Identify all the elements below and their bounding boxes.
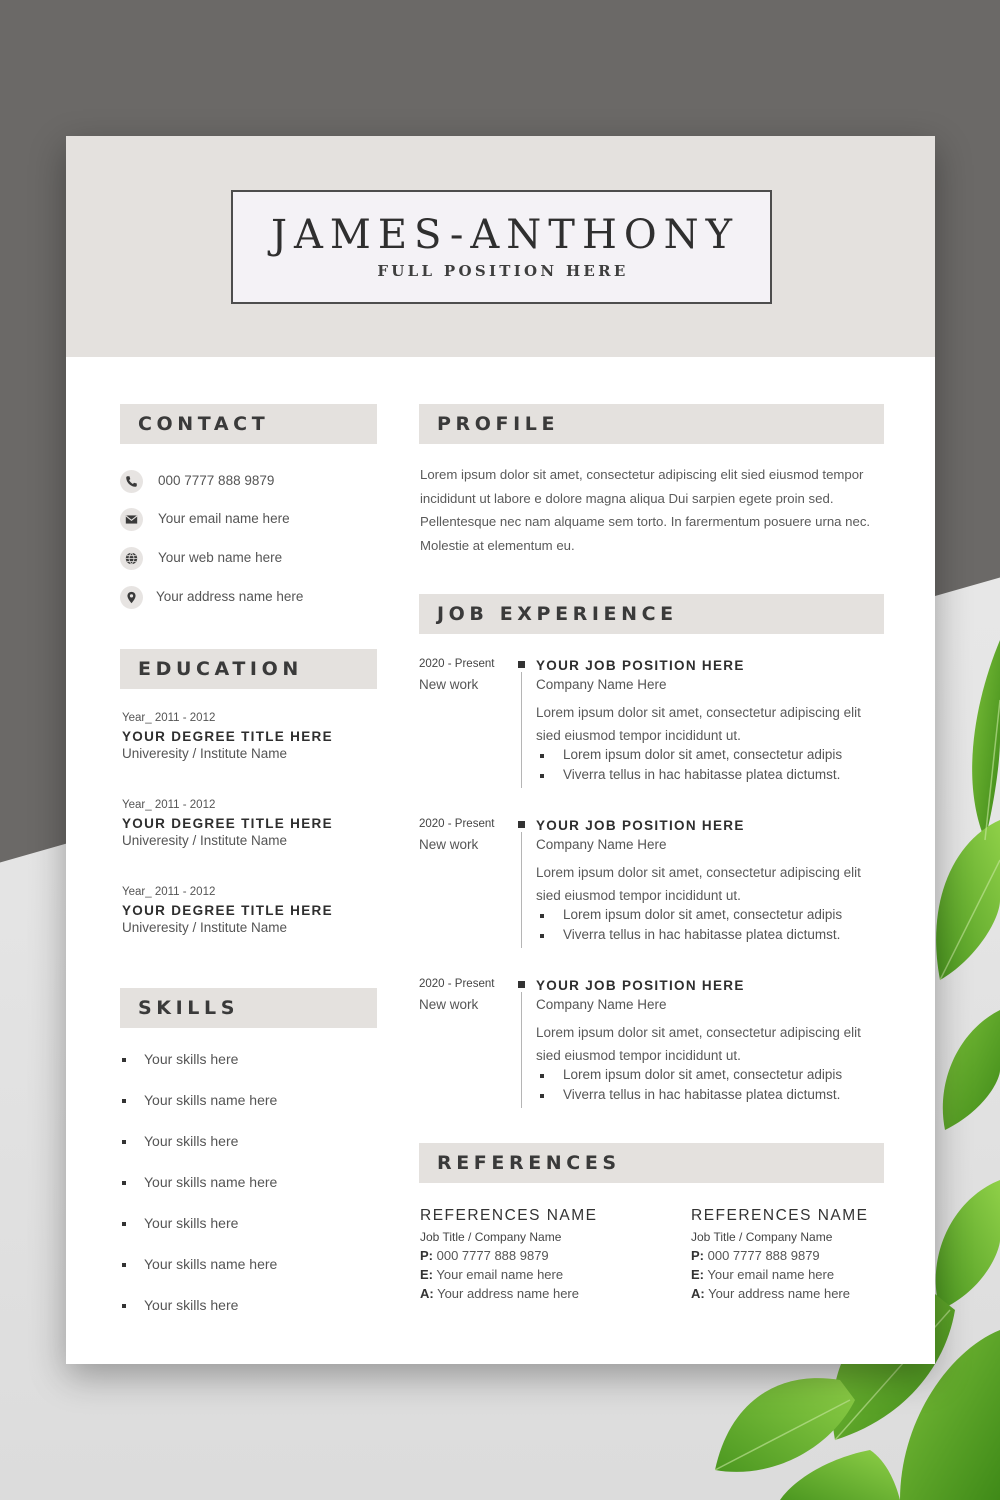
email-value: Your email name here <box>433 1267 564 1282</box>
skill-text: Your skills name here <box>144 1092 278 1108</box>
leaf-shape <box>715 1378 855 1472</box>
bullet <box>540 1074 544 1078</box>
globe-icon <box>120 547 143 570</box>
reference-phone <box>420 1248 620 1263</box>
profile-heading-bar <box>419 404 884 444</box>
education-heading: EDUCATION <box>138 658 303 680</box>
education-degree: YOUR DEGREE TITLE HERE <box>122 816 333 831</box>
job-description: Lorem ipsum dolor sit amet, consectetur adipiscing elit sied eiusmod tempor incididunt ut. <box>536 1025 861 1063</box>
address-value: Your address name here <box>704 1286 850 1301</box>
education-year: Year_ 2011 - 2012 <box>122 712 216 724</box>
bullet <box>122 1140 126 1144</box>
skill-item <box>120 1092 370 1110</box>
reference-name: REFERENCES NAME <box>420 1207 598 1224</box>
email-label: E: <box>420 1267 433 1282</box>
reference-job: Job Title / Company Name <box>420 1230 562 1244</box>
contact-text: Your email name here <box>158 511 290 526</box>
skill-text: Your skills here <box>144 1133 239 1149</box>
skill-item <box>120 1174 370 1192</box>
reference-email <box>691 1267 891 1282</box>
skill-text: Your skills here <box>144 1297 239 1313</box>
phone-value: 000 7777 888 9879 <box>704 1248 820 1263</box>
timeline-marker <box>518 981 525 988</box>
skill-text: Your skills here <box>144 1215 239 1231</box>
job-title: YOUR JOB POSITION HERE <box>536 978 745 993</box>
skill-text: Your skills name here <box>144 1174 278 1190</box>
address-label: A: <box>691 1286 705 1301</box>
timeline-line <box>521 832 522 948</box>
job-bullet <box>536 907 891 927</box>
contact-web <box>120 547 360 571</box>
education-item <box>122 712 382 761</box>
timeline-line <box>521 672 522 788</box>
location-pin-icon <box>120 586 143 609</box>
name-box <box>231 190 772 304</box>
bullet <box>540 774 544 778</box>
bullet <box>122 1058 126 1062</box>
skill-item <box>120 1215 370 1233</box>
job-company: Company Name Here <box>536 997 667 1012</box>
job-entry <box>419 658 889 788</box>
skill-text: Your skills name here <box>144 1256 278 1272</box>
job-bullet <box>536 747 891 767</box>
bullet <box>122 1304 126 1308</box>
education-item <box>122 799 382 848</box>
job-bullet <box>536 927 891 947</box>
skill-item <box>120 1256 370 1274</box>
timeline-line <box>521 992 522 1108</box>
skill-text: Your skills here <box>144 1051 239 1067</box>
bullet <box>122 1181 126 1185</box>
skill-item <box>120 1297 370 1315</box>
profile-heading: PROFILE <box>437 413 560 435</box>
contact-text: Your web name here <box>158 550 283 565</box>
references-heading: REFERENCES <box>437 1152 621 1174</box>
timeline-marker <box>518 661 525 668</box>
phone-label: P: <box>691 1248 704 1263</box>
contact-text: Your address name here <box>156 589 304 604</box>
education-degree: YOUR DEGREE TITLE HERE <box>122 903 333 918</box>
phone-label: P: <box>420 1248 433 1263</box>
job-title: YOUR JOB POSITION HERE <box>536 658 745 673</box>
education-year: Year_ 2011 - 2012 <box>122 799 216 811</box>
references-heading-bar <box>419 1143 884 1183</box>
leaf-shape <box>936 1180 1000 1310</box>
timeline-marker <box>518 821 525 828</box>
leaf-shape <box>780 1450 900 1500</box>
job-bullet <box>536 767 891 787</box>
email-value: Your email name here <box>704 1267 835 1282</box>
email-icon <box>120 508 143 531</box>
bullet <box>540 914 544 918</box>
job-bullet <box>536 1067 891 1087</box>
contact-text: 000 7777 888 9879 <box>158 473 275 488</box>
email-label: E: <box>691 1267 704 1282</box>
job-description: Lorem ipsum dolor sit amet, consectetur adipiscing elit sied eiusmod tempor incididunt ut. <box>536 865 861 903</box>
reference-name: REFERENCES NAME <box>691 1207 869 1224</box>
reference-job: Job Title / Company Name <box>691 1230 833 1244</box>
bullet <box>540 1094 544 1098</box>
job-type: New work <box>419 677 479 692</box>
skills-heading-bar <box>120 988 377 1028</box>
phone-icon <box>120 470 143 493</box>
education-institute: Univeresity / Institute Name <box>122 920 288 935</box>
reference-item <box>691 1207 891 1301</box>
reference-address <box>691 1286 891 1301</box>
bullet <box>540 754 544 758</box>
skills-heading: SKILLS <box>138 997 239 1019</box>
experience-heading: JOB EXPERIENCE <box>437 603 678 625</box>
skill-item <box>120 1133 370 1151</box>
job-date: 2020 - Present <box>419 818 495 830</box>
job-title: YOUR JOB POSITION HERE <box>536 818 745 833</box>
leaf-shape <box>943 1010 1000 1130</box>
job-entry <box>419 978 889 1108</box>
education-institute: Univeresity / Institute Name <box>122 833 288 848</box>
reference-phone <box>691 1248 891 1263</box>
contact-heading: CONTACT <box>138 413 270 435</box>
job-date: 2020 - Present <box>419 658 495 670</box>
phone-value: 000 7777 888 9879 <box>433 1248 549 1263</box>
job-type: New work <box>419 837 479 852</box>
profile-text: Lorem ipsum dolor sit amet, consectetur adipiscing elit sied eiusmod tempor incididunt ut labore e dolore magna aliqua Dui sarpien egete proin sed. Pellentesque nec nam alquame sem torto. In farermentum posuere urna nec. Molestie at elementum eu. <box>420 467 871 553</box>
job-bullet-text: Viverra tellus in hac habitasse platea dictumst. <box>563 1087 841 1102</box>
address-value: Your address name here <box>433 1286 579 1301</box>
position-title: FULL POSITION HERE <box>377 262 629 280</box>
reference-email <box>420 1267 620 1282</box>
job-entry <box>419 818 889 948</box>
contact-address <box>120 586 360 610</box>
skill-item <box>120 1051 370 1069</box>
education-item <box>122 886 382 935</box>
contact-phone <box>120 470 360 494</box>
job-bullet-text: Lorem ipsum dolor sit amet, consectetur adipis <box>563 1067 843 1082</box>
full-name: JAMES-ANTHONY <box>270 212 740 258</box>
job-bullet-text: Lorem ipsum dolor sit amet, consectetur adipis <box>563 747 843 762</box>
education-institute: Univeresity / Institute Name <box>122 746 288 761</box>
address-label: A: <box>420 1286 434 1301</box>
job-bullet-text: Viverra tellus in hac habitasse platea dictumst. <box>563 927 841 942</box>
contact-heading-bar <box>120 404 377 444</box>
job-type: New work <box>419 997 479 1012</box>
bullet <box>122 1099 126 1103</box>
job-bullet-text: Lorem ipsum dolor sit amet, consectetur adipis <box>563 907 843 922</box>
bullet <box>122 1222 126 1226</box>
job-description: Lorem ipsum dolor sit amet, consectetur adipiscing elit sied eiusmod tempor incididunt ut. <box>536 705 861 743</box>
resume-page <box>66 136 935 1364</box>
job-bullet <box>536 1087 891 1107</box>
job-company: Company Name Here <box>536 837 667 852</box>
bullet <box>540 934 544 938</box>
reference-address <box>420 1286 620 1301</box>
contact-email <box>120 508 360 532</box>
bullet <box>122 1263 126 1267</box>
job-company: Company Name Here <box>536 677 667 692</box>
education-heading-bar <box>120 649 377 689</box>
education-degree: YOUR DEGREE TITLE HERE <box>122 729 333 744</box>
education-year: Year_ 2011 - 2012 <box>122 886 216 898</box>
leaf-shape <box>936 820 1000 980</box>
experience-heading-bar <box>419 594 884 634</box>
job-bullet-text: Viverra tellus in hac habitasse platea dictumst. <box>563 767 841 782</box>
job-date: 2020 - Present <box>419 978 495 990</box>
reference-item <box>420 1207 620 1301</box>
